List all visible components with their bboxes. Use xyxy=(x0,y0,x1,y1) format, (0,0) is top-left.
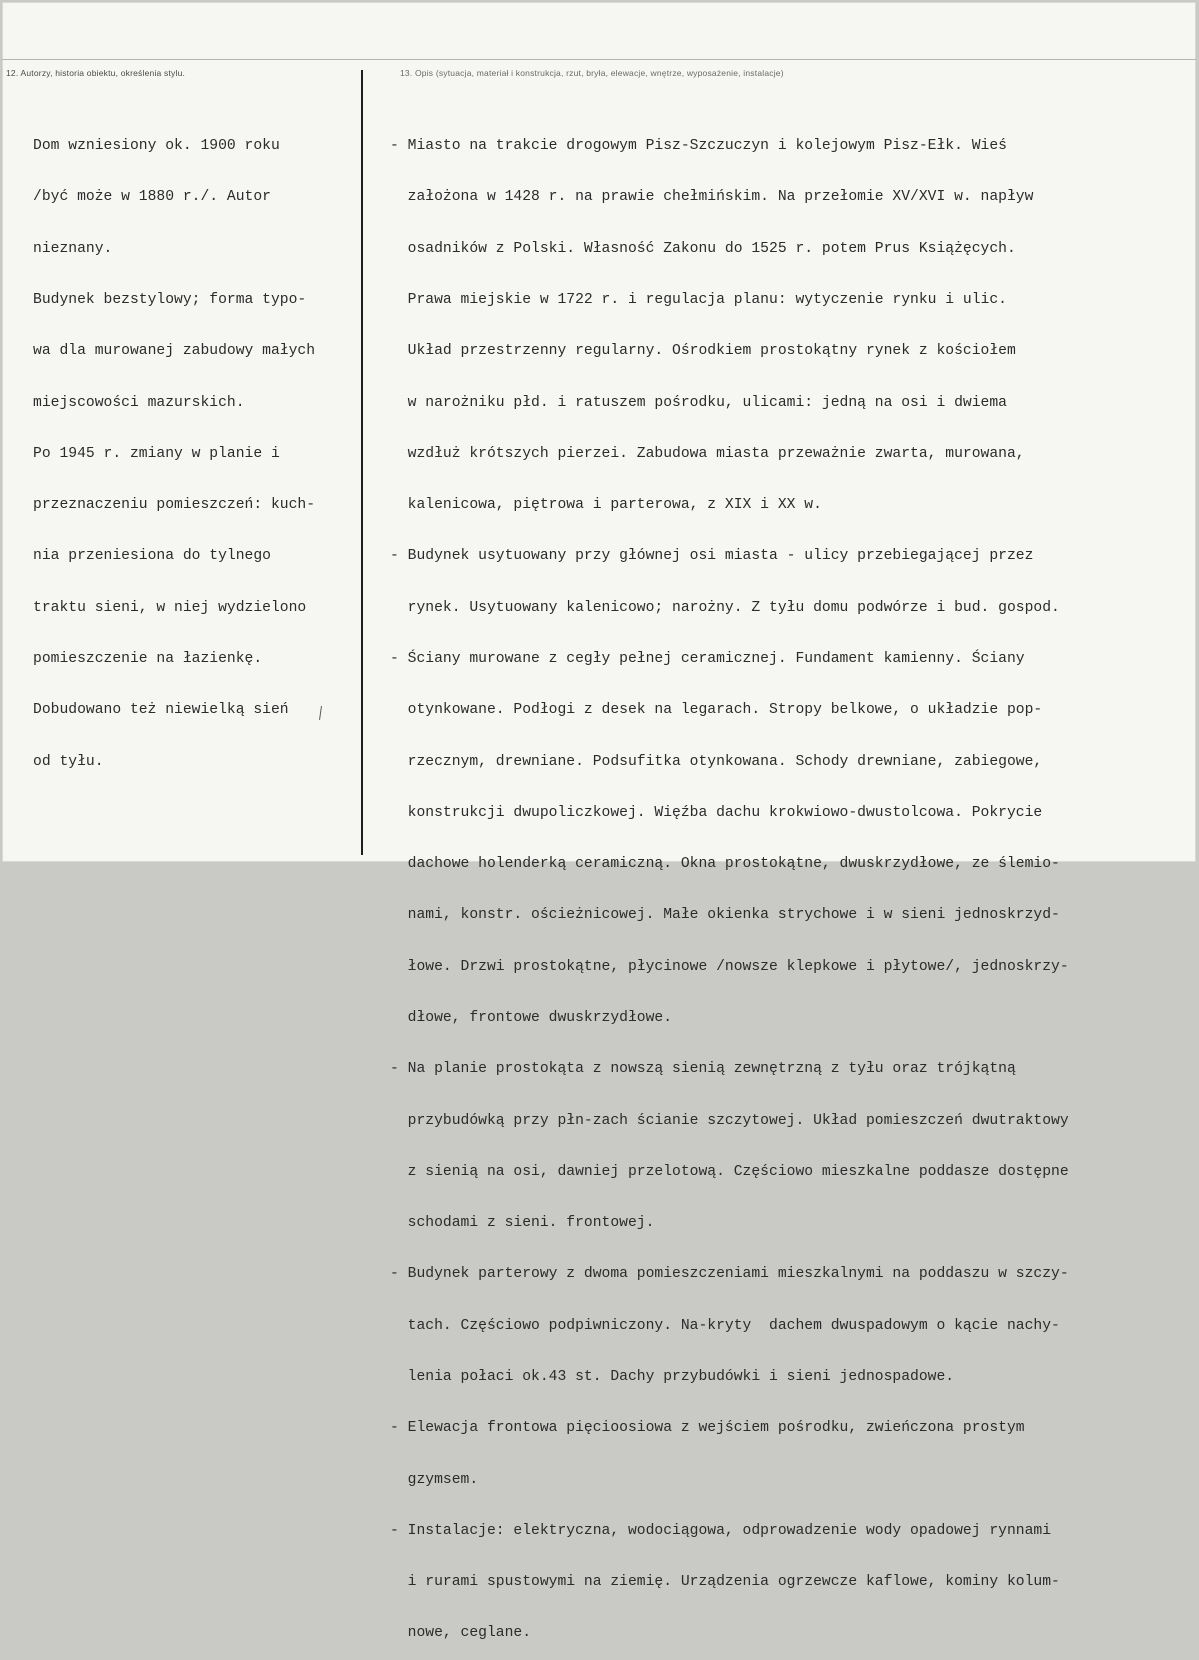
column-divider xyxy=(361,70,363,855)
description-line: nowe, ceglane. xyxy=(390,1625,532,1642)
history-line: nieznany. xyxy=(33,240,113,257)
description-line: tach. Częściowo podpiwniczony. Na-kryty dachem dwuspadowym o kącie nachy- xyxy=(390,1317,1060,1334)
description-line: gzymsem. xyxy=(390,1471,479,1488)
section-13-heading: 13. Opis (sytuacja, materiał i konstrukcja, rzut, bryła, elewacje, wnętrze, wyposażenie, instalacje) xyxy=(400,68,784,78)
history-line: Dom wzniesiony ok. 1900 roku xyxy=(33,138,280,155)
description-line: - Budynek usytuowany przy głównej osi miasta - ulicy przebiegającej przez xyxy=(390,548,1034,565)
description-line: konstrukcji dwupoliczkowej. Więźba dachu krokwiowo-dwustolcowa. Pokrycie xyxy=(390,804,1043,821)
description-line: założona w 1428 r. na prawie chełmińskim. Na przełomie XV/XVI w. napływ xyxy=(390,189,1034,206)
description-line: schodami z sieni. frontowej. xyxy=(390,1215,655,1232)
description-line: i rurami spustowymi na ziemię. Urządzenia ogrzewcze kaflowe, kominy kolum- xyxy=(390,1574,1060,1591)
history-line: Budynek bezstylowy; forma typo- xyxy=(33,292,307,309)
description-text xyxy=(390,104,1069,1660)
history-line: pomieszczenie na łazienkę. xyxy=(33,651,263,667)
description-line: łowe. Drzwi prostokątne, płycinowe /nowsze klepkowe i płytowe/, jednoskrzy- xyxy=(390,958,1069,975)
description-line: rynek. Usytuowany kalenicowo; narożny. Z tyłu domu podwórze i bud. gospod. xyxy=(390,599,1060,616)
history-text xyxy=(33,104,315,788)
description-line: - Ściany murowane z cegły pełnej ceramicznej. Fundament kamienny. Ściany xyxy=(390,651,1025,667)
section-12-heading: 12. Autorzy, historia obiektu, określenia stylu. xyxy=(6,68,186,78)
description-line: osadników z Polski. Własność Zakonu do 1525 r. potem Prus Książęcych. xyxy=(390,240,1016,257)
header-rule xyxy=(2,59,1196,60)
description-line: lenia połaci ok.43 st. Dachy przybudówki i sieni jednospadowe. xyxy=(390,1368,955,1385)
description-line: Prawa miejskie w 1722 r. i regulacja planu: wytyczenie rynku i ulic. xyxy=(390,292,1007,309)
description-line: w narożniku płd. i ratuszem pośrodku, ulicami: jedną na osi i dwiema xyxy=(390,394,1007,411)
history-line: przeznaczeniu pomieszczeń: kuch- xyxy=(33,497,316,514)
description-line: - Na planie prostokąta z nowszą sienią zewnętrzną z tyłu oraz trójkątną xyxy=(390,1061,1016,1078)
description-line: - Miasto na trakcie drogowym Pisz-Szczuczyn i kolejowym Pisz-Ełk. Wieś xyxy=(390,138,1007,155)
history-line: wa dla murowanej zabudowy małych xyxy=(33,343,316,360)
description-line: kalenicowa, piętrowa i parterowa, z XIX i XX w. xyxy=(390,497,822,514)
description-line: - Budynek parterowy z dwoma pomieszczeniami mieszkalnymi na poddaszu w szczy- xyxy=(390,1266,1069,1283)
description-line: - Elewacja frontowa pięcioosiowa z wejściem pośrodku, zwieńczona prostym xyxy=(390,1420,1025,1437)
history-line: od tyłu. xyxy=(33,753,104,770)
history-line: traktu sieni, w niej wydzielono xyxy=(33,599,307,616)
description-line: nami, konstr. ościeżnicowej. Małe okienka strychowe i w sieni jednoskrzyd- xyxy=(390,907,1060,924)
history-line: Po 1945 r. zmiany w planie i xyxy=(33,445,280,462)
description-line: otynkowane. Podłogi z desek na legarach. Stropy belkowe, o układzie pop- xyxy=(390,702,1043,719)
description-line: rzecznym, drewniane. Podsufitka otynkowana. Schody drewniane, zabiegowe, xyxy=(390,753,1043,770)
description-line: Układ przestrzenny regularny. Ośrodkiem prostokątny rynek z kościołem xyxy=(390,343,1016,360)
history-line: /być może w 1880 r./. Autor xyxy=(33,189,271,206)
history-line: Dobudowano też niewielką sień xyxy=(33,702,289,719)
description-line: - Instalacje: elektryczna, wodociągowa, odprowadzenie wody opadowej rynnami xyxy=(390,1522,1052,1539)
description-line: z sienią na osi, dawniej przelotową. Częściowo mieszkalne poddasze dostępne xyxy=(390,1163,1069,1180)
description-line: dłowe, frontowe dwuskrzydłowe. xyxy=(390,1009,673,1026)
history-line: nia przeniesiona do tylnego xyxy=(33,548,271,565)
history-line: miejscowości mazurskich. xyxy=(33,394,245,411)
description-line: wzdłuż krótszych pierzei. Zabudowa miasta przeważnie zwarta, murowana, xyxy=(390,445,1025,462)
description-line: przybudówką przy płn-zach ścianie szczytowej. Układ pomieszczeń dwutraktowy xyxy=(390,1112,1069,1129)
description-line: dachowe holenderką ceramiczną. Okna prostokątne, dwuskrzydłowe, ze ślemio- xyxy=(390,856,1060,873)
